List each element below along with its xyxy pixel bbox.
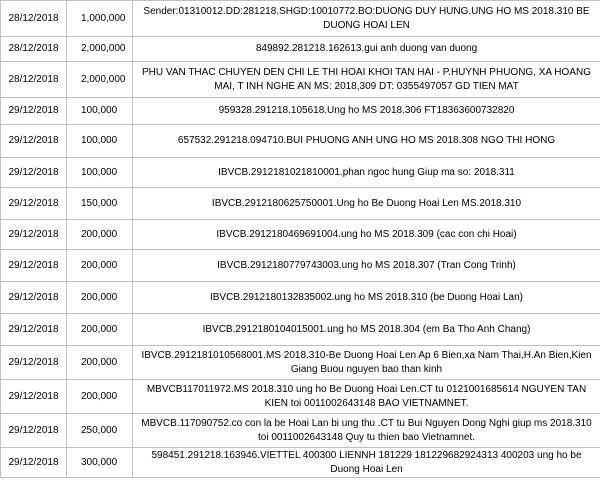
table-row <box>1 282 600 314</box>
table-row <box>1 125 600 158</box>
amount-cell: 200,000 <box>67 220 133 250</box>
description-cell: IBVCB.2912180104015001.ung ho MS 2018.304 (em Ba Tho Anh Chang) <box>133 314 600 346</box>
description-cell: Sender:01310012.DD:281218.SHGD:10010772.BO:DUONG DUY HUNG.UNG HO MS 2018.310 BE DUONG HOAI LEN <box>133 1 600 37</box>
date-cell: 29/12/2018 <box>1 158 67 188</box>
date-cell: 29/12/2018 <box>1 250 67 282</box>
amount-cell: 200,000 <box>67 380 133 414</box>
date-cell: 28/12/2018 <box>1 37 67 62</box>
amount-cell: 100,000 <box>67 125 133 158</box>
table-row <box>1 346 600 380</box>
table-row <box>1 314 600 346</box>
amount-cell: 150,000 <box>67 188 133 220</box>
description-cell: IBVCB.2912180779743003.ung ho MS 2018.307 (Tran Cong Trinh) <box>133 250 600 282</box>
description-cell: IBVCB.2912180625750001.Ung ho Be Duong Hoai Len MS.2018.310 <box>133 188 600 220</box>
date-cell: 29/12/2018 <box>1 448 67 478</box>
amount-cell: 200,000 <box>67 282 133 314</box>
date-cell: 29/12/2018 <box>1 346 67 380</box>
description-cell: IBVCB.2912180469691004.ung ho MS 2018.309 (cac con chi Hoai) <box>133 220 600 250</box>
description-cell: 598451.291218.163946.VIETTEL 400300 LIENNH 181229 181229682924313 400203 ung ho be Duong Hoai Len <box>133 448 600 478</box>
amount-cell: 300,000 <box>67 448 133 478</box>
date-cell: 29/12/2018 <box>1 414 67 448</box>
amount-cell: 100,000 <box>67 98 133 125</box>
date-cell: 29/12/2018 <box>1 188 67 220</box>
table-row <box>1 414 600 448</box>
date-cell: 29/12/2018 <box>1 380 67 414</box>
description-cell: IBVCB.2912181010568001.MS 2018.310-Be Duong Hoai Len Ap 6 Bien,xa Nam Thai,H.An Bien,Kien Giang Buou nguyen bao than kinh <box>133 346 600 380</box>
table-row <box>1 448 600 478</box>
table-row <box>1 37 600 62</box>
date-cell: 29/12/2018 <box>1 282 67 314</box>
transactions-body <box>1 1 600 478</box>
table-row <box>1 1 600 37</box>
description-cell: 657532.291218.094710.BUI PHUONG ANH UNG HO MS 2018.308 NGO THI HONG <box>133 125 600 158</box>
amount-cell: 100,000 <box>67 158 133 188</box>
amount-cell: 200,000 <box>67 346 133 380</box>
date-cell: 29/12/2018 <box>1 98 67 125</box>
description-cell: MBVCB117011972.MS 2018.310 ung ho Be Duong Hoai Len.CT tu 0121001685614 NGUYEN TAN KIEN toi 0011002643148 BAO VIETNAMNET. <box>133 380 600 414</box>
amount-cell: 200,000 <box>67 314 133 346</box>
amount-cell: 1,000,000 <box>67 1 133 37</box>
table-row <box>1 98 600 125</box>
description-cell: PHU VAN THAC CHUYEN DEN CHI LE THI HOAI KHOI TAN HAI - P.HUYNH PHUONG, XA HOANG MAI, T INH NGHE AN MS: 2018,309 DT: 0355497057 GD TIEN MAT <box>133 62 600 98</box>
table-row <box>1 62 600 98</box>
description-cell: 959328.291218.105618.Ung ho MS 2018.306 FT18363600732820 <box>133 98 600 125</box>
date-cell: 28/12/2018 <box>1 1 67 37</box>
description-cell: MBVCB.117090752.co con la be Hoai Lan bi ung thu .CT tu Bui Nguyen Dong Nghi giup ms 2018.310 toi 0011002643148 Quy tu thien bao Vietnamnet. <box>133 414 600 448</box>
date-cell: 29/12/2018 <box>1 125 67 158</box>
table-row <box>1 250 600 282</box>
table-row <box>1 220 600 250</box>
amount-cell: 2,000,000 <box>67 62 133 98</box>
amount-cell: 250,000 <box>67 414 133 448</box>
amount-cell: 200,000 <box>67 250 133 282</box>
description-cell: 849892.281218.162613.gui anh duong van duong <box>133 37 600 62</box>
table-row <box>1 158 600 188</box>
table-row <box>1 188 600 220</box>
table-row <box>1 380 600 414</box>
date-cell: 29/12/2018 <box>1 220 67 250</box>
description-cell: IBVCB.2912181021810001.phan ngoc hung Giup ma so: 2018.311 <box>133 158 600 188</box>
amount-cell: 2,000,000 <box>67 37 133 62</box>
description-cell: IBVCB.2912180132835002.ung ho MS 2018.310 (be Duong Hoai Lan) <box>133 282 600 314</box>
date-cell: 29/12/2018 <box>1 314 67 346</box>
date-cell: 28/12/2018 <box>1 62 67 98</box>
